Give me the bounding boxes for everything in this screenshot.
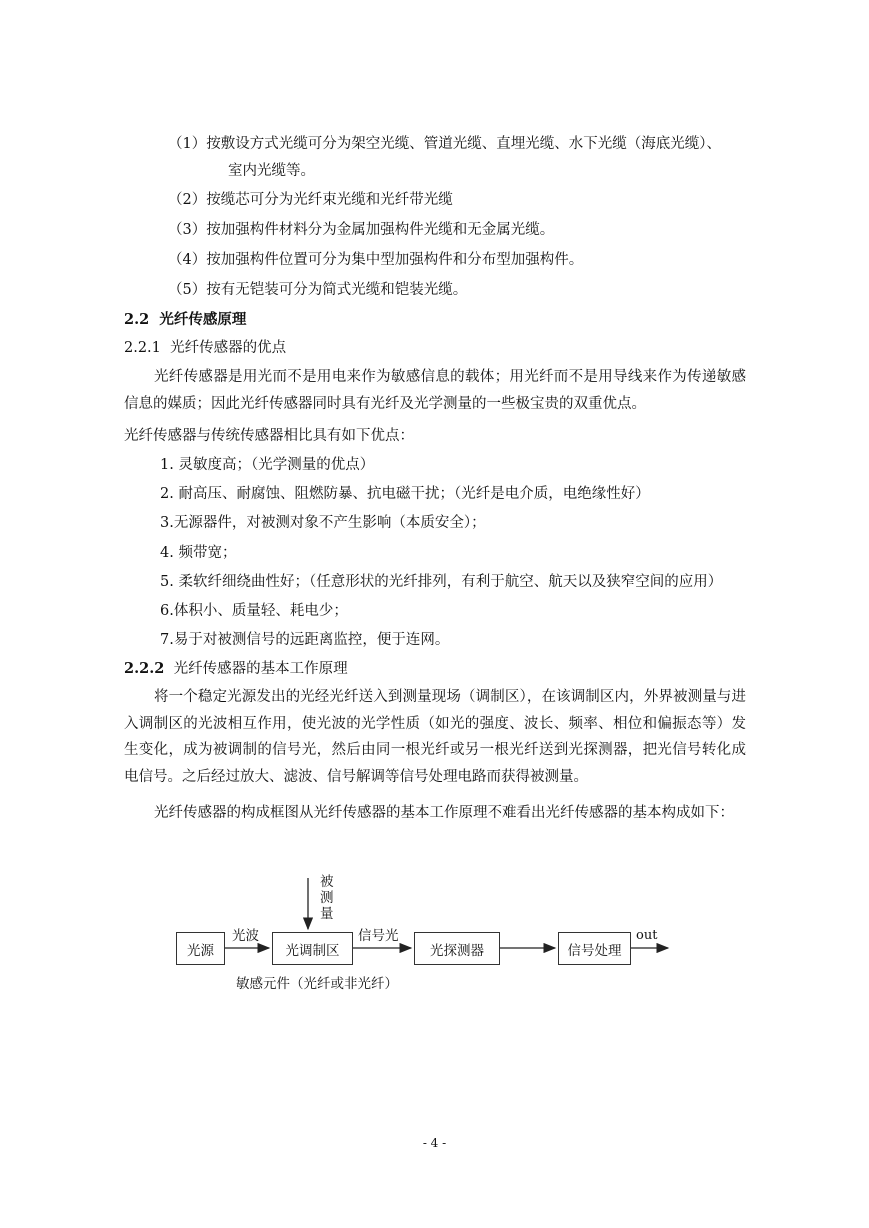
modulation-zone-box: 光调制区	[272, 932, 353, 965]
cable-list-item-1-continued: 室内光缆等。	[228, 163, 315, 179]
page-number: - 4 -	[422, 1136, 447, 1150]
cable-list-item-1: （1）按敷设方式光缆可分为架空光缆、管道光缆、直埋光缆、水下光缆（海底光缆）、	[168, 136, 721, 152]
section-heading-2-2-2: 2.2.2 光纤传感器的基本工作原理	[124, 660, 348, 677]
advantage-item-1: 1. 灵敏度高；（光学测量的优点）	[160, 457, 375, 473]
intro-paragraph: 光纤传感器是用光而不是用电来作为敏感信息的载体；用光纤而不是用导线来作为传递敏感信息的媒质；因此光纤传感器同时具有光纤及光学测量的一些极宝贵的双重优点。	[124, 369, 746, 412]
photodetector-box: 光探测器	[414, 932, 500, 965]
advantage-item-4: 4. 频带宽；	[160, 545, 237, 561]
advantages-lead: 光纤传感器与传统传感器相比具有如下优点：	[124, 428, 414, 444]
advantage-item-7: 7.易于对被测信号的远距离监控，便于连网。	[160, 632, 450, 648]
light-source-box: 光源	[176, 932, 225, 965]
signal-processing-box: 信号处理	[558, 932, 631, 965]
section-heading-2-2-1: 2.2.1 光纤传感器的优点	[124, 340, 287, 356]
advantage-item-5: 5. 柔软纤细绕曲性好；（任意形状的光纤排列，有利于航空、航天以及狭窄空间的应用）	[160, 574, 723, 590]
advantage-item-3: 3.无源器件，对被测对象不产生影响（本质安全）；	[160, 515, 486, 531]
output-label: out	[636, 928, 658, 943]
cable-list-item-2: （2）按缆芯可分为光纤束光缆和光纤带光缆	[168, 192, 453, 208]
sensor-block-diagram	[170, 870, 680, 1000]
lightwave-label: 光波	[232, 928, 259, 944]
cable-list-item-3: （3）按加强构件材料分为金属加强构件光缆和无金属光缆。	[168, 222, 555, 238]
section-heading-2-2: 2.2 光纤传感原理	[124, 311, 247, 328]
measurand-label: 被 测 量	[320, 874, 334, 922]
advantage-item-6: 6.体积小、质量轻、耗电少；	[160, 603, 348, 619]
signal-light-label: 信号光	[358, 928, 399, 944]
cable-list-item-5: （5）按有无铠装可分为简式光缆和铠装光缆。	[168, 282, 468, 298]
sensing-element-caption: 敏感元件（光纤或非光纤）	[236, 976, 398, 992]
cable-list-item-4: （4）按加强构件位置可分为集中型加强构件和分布型加强构件。	[168, 252, 584, 268]
composition-paragraph: 光纤传感器的构成框图从光纤传感器的基本工作原理不难看出光纤传感器的基本构成如下：	[154, 805, 734, 821]
principle-paragraph: 将一个稳定光源发出的光经光纤送入到测量现场（调制区），在该调制区内，外界被测量与进入调制区的光波相互作用，使光波的光学性质（如光的强度、波长、频率、相位和偏振态等）发生变化，成为被调制的信号光，然后由同一根光纤或另一根光纤送到光探测器，把光信号转化成电信号。之后经过放大、滤波、信号解调等信号处理电路而获得被测量。	[124, 689, 746, 785]
advantage-item-2: 2. 耐高压、耐腐蚀、阻燃防暴、抗电磁干扰；（光纤是电介质，电绝缘性好）	[160, 486, 650, 502]
